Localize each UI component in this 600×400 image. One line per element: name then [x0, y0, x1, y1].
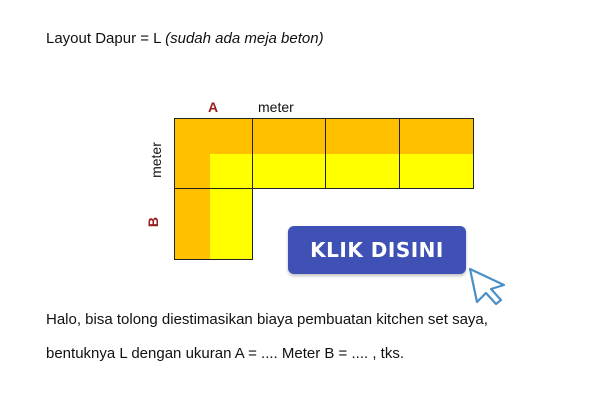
top-cell-4-fill: [400, 154, 473, 188]
meter-label-side: meter: [148, 142, 164, 178]
message-line-1: Halo, bisa tolong diestimasikan biaya pembuatan kitchen set saya,: [46, 311, 488, 328]
hand-pointer-cursor-icon: [464, 264, 510, 306]
side-cell-2: [174, 188, 253, 260]
klik-disini-button[interactable]: KLIK DISINI: [288, 226, 466, 274]
message-line-2: bentuknya L dengan ukuran A = .... Meter B = .... , tks.: [46, 345, 404, 362]
layout-title-text: Layout Dapur = L: [46, 30, 161, 47]
side-cell-2-fill: [210, 189, 252, 259]
layout-title-note: (sudah ada meja beton): [165, 30, 324, 47]
top-cell-4: [399, 118, 474, 189]
top-cell-3: [325, 118, 400, 189]
dimension-a-label: A: [208, 99, 219, 115]
meter-label-top: meter: [258, 99, 294, 115]
top-cell-2-fill: [253, 154, 325, 188]
top-cell-3-fill: [326, 154, 399, 188]
layout-title: [46, 30, 324, 47]
corner-cell-fill: [210, 154, 252, 188]
dimension-b-label: B: [145, 216, 162, 228]
corner-cell: [174, 118, 253, 189]
top-cell-2: [252, 118, 326, 189]
